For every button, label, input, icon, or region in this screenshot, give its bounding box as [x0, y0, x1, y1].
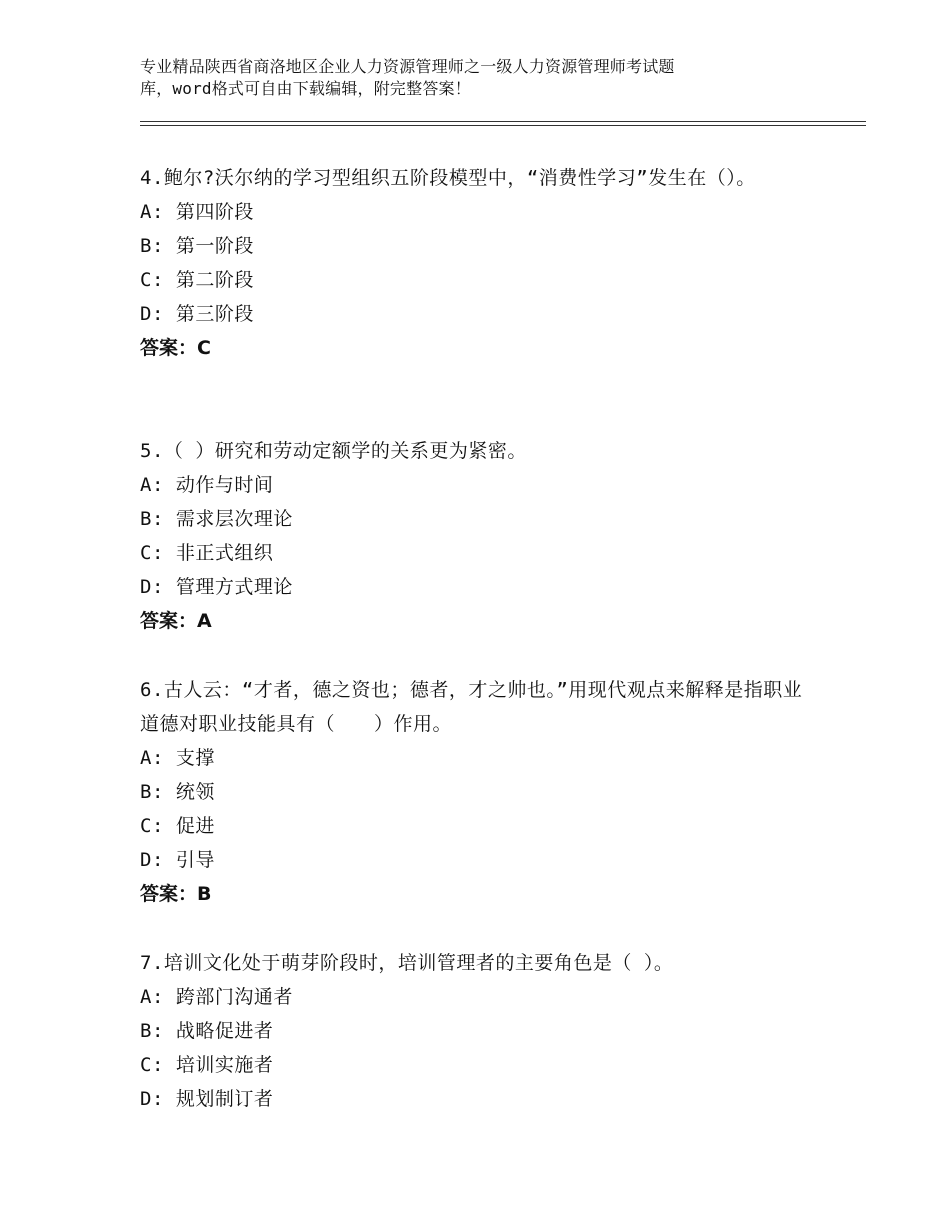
option-c: C: 促进 [140, 815, 215, 837]
option-b: B: 战略促进者 [140, 1020, 274, 1042]
answer-line: 答案：C [140, 337, 211, 359]
option-a: A: 第四阶段 [140, 201, 254, 223]
header-divider-bottom [140, 125, 866, 126]
option-b: B: 统领 [140, 781, 215, 803]
option-d: D: 管理方式理论 [140, 576, 293, 598]
question-stem: 7.培训文化处于萌芽阶段时，培训管理者的主要角色是（ ）。 [140, 952, 674, 974]
option-b: B: 第一阶段 [140, 235, 254, 257]
question-stem: 4.鲍尔?沃尔纳的学习型组织五阶段模型中，“消费性学习”发生在（）。 [140, 167, 756, 189]
answer-line: 答案：A [140, 610, 212, 632]
option-c: C: 非正式组织 [140, 542, 274, 564]
header-divider-top [140, 121, 866, 122]
option-d: D: 第三阶段 [140, 303, 254, 325]
option-c: C: 培训实施者 [140, 1054, 274, 1076]
option-a: A: 动作与时间 [140, 474, 274, 496]
option-c: C: 第二阶段 [140, 269, 254, 291]
header-line-1: 专业精品陕西省商洛地区企业人力资源管理师之一级人力资源管理师考试题 [140, 57, 675, 76]
option-b: B: 需求层次理论 [140, 508, 293, 530]
question-stem: 5.（ ）研究和劳动定额学的关系更为紧密。 [140, 440, 527, 462]
question-4 [140, 161, 820, 365]
option-a: A: 支撑 [140, 747, 215, 769]
document-header [140, 56, 780, 100]
question-stem: 6.古人云：“才者，德之资也；德者，才之帅也。”用现代观点来解释是指职业道德对职业技能具有（ ）作用。 [140, 679, 803, 735]
option-d: D: 规划制订者 [140, 1088, 274, 1110]
header-line-2: 库，word格式可自由下载编辑，附完整答案！ [140, 79, 471, 98]
question-7 [140, 946, 820, 1116]
question-5 [140, 434, 820, 638]
option-a: A: 跨部门沟通者 [140, 986, 293, 1008]
option-d: D: 引导 [140, 849, 215, 871]
answer-line: 答案：B [140, 883, 212, 905]
question-6 [140, 673, 820, 911]
